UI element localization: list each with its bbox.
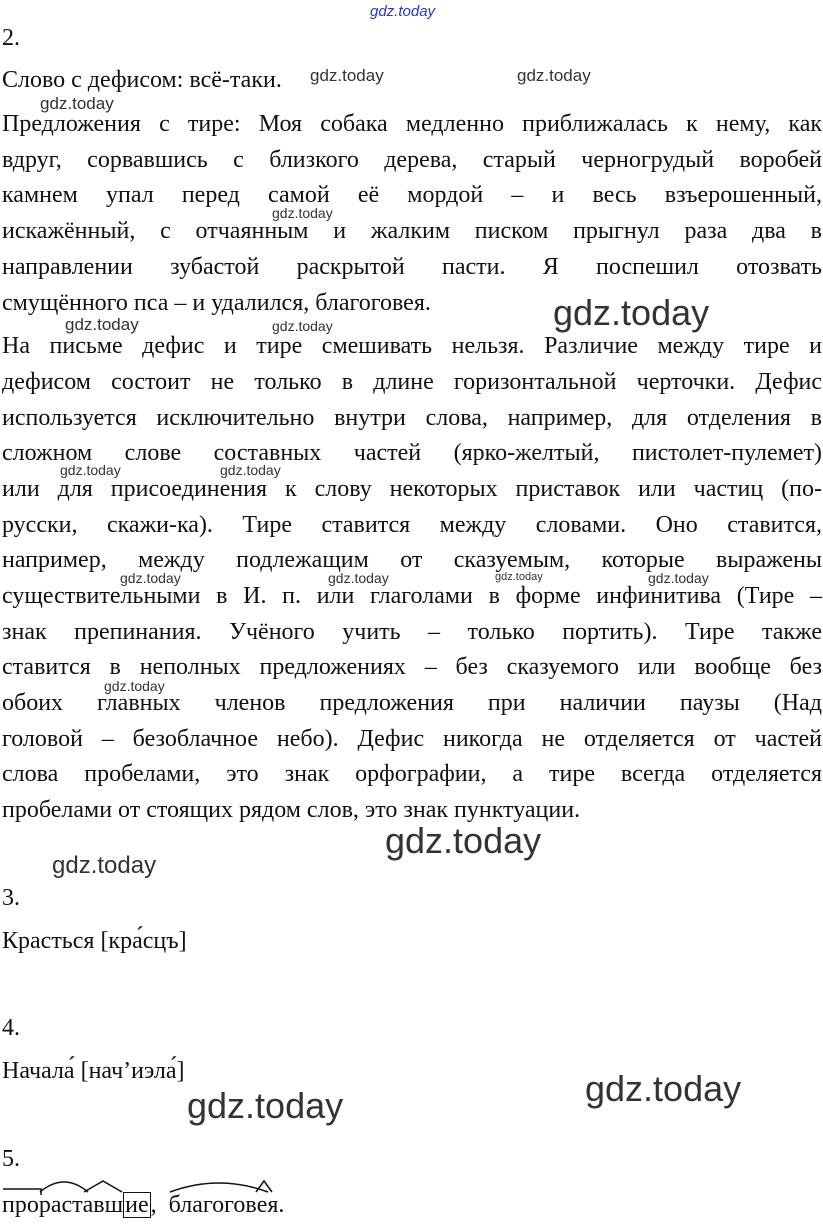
watermark: gdz.today: [40, 94, 114, 113]
watermark: gdz.today: [272, 318, 333, 334]
text-line: смущённого пса – и удалился, благоговея.: [2, 290, 431, 316]
suffix-morpheme: авш: [83, 1192, 123, 1219]
hyphen-word-line: Слово с дефисом: всё-таки.: [2, 67, 282, 93]
suffix-morpheme: е: [257, 1192, 268, 1219]
watermark: gdz.today: [65, 315, 139, 334]
watermark: gdz.today: [310, 66, 384, 85]
watermark: gdz.today: [187, 1085, 344, 1126]
task-number: 4.: [2, 1015, 20, 1041]
transcription-line: Красться [кра́сцъ]: [2, 928, 187, 954]
text-line: пробелами от стоящих рядом слов, это знак пунктуации.: [2, 797, 581, 823]
watermark: gdz.today: [272, 205, 333, 221]
text-line: русски, скажи-ка). Тире ставится между словами. Оно ставится,: [2, 512, 822, 538]
separator: ,: [150, 1192, 157, 1218]
text-line: используется исключительно внутри слова, например, для отделения в: [2, 405, 822, 431]
text-line: обоих главных членов предложения при наличии паузы (Над: [2, 690, 822, 716]
text-line: Предложения с тире: Моя собака медленно приближалась к нему, как: [2, 111, 822, 137]
root-morpheme: раст: [39, 1192, 83, 1219]
watermark-top: gdz.today: [370, 3, 436, 20]
transcription-line: Начала́ [нач’иэла́]: [2, 1058, 185, 1084]
text-line: искажённый, с отчаянным и жалким писком прыгнул раза два в: [2, 218, 822, 244]
watermark: gdz.today: [648, 570, 709, 586]
text-line: камнем упал перед самой её мордой – и весь взъерошенный,: [2, 182, 822, 208]
watermark: gdz.today: [585, 1068, 742, 1109]
text-line: сложном слове составных частей (ярко-желтый, пистолет-пулемет): [2, 440, 822, 466]
task-number: 3.: [2, 885, 20, 911]
text-line: дефисом состоит не только в длине горизонтальной черточки. Дефис: [2, 369, 822, 395]
text-line: или для присоединения к слову некоторых приставок или частиц (по-: [2, 476, 822, 502]
watermark: gdz.today: [385, 820, 542, 861]
ending-morpheme: ие: [125, 1192, 149, 1218]
watermark: gdz.today: [517, 66, 591, 85]
text-line: вдруг, сорвавшись с близкого дерева, старый черногрудый воробей: [2, 147, 822, 173]
root-arc: [39, 1178, 89, 1194]
prefix-morpheme: про: [2, 1192, 39, 1219]
prefix-mark: [2, 1188, 42, 1196]
text-line: На письме дефис и тире смешивать нельзя. Различие между тире и: [2, 333, 822, 359]
watermark: gdz.today: [104, 678, 165, 694]
ending-part: я: [267, 1192, 279, 1218]
watermark: gdz.today: [495, 571, 543, 583]
task-number: 2.: [2, 25, 20, 51]
text-line: ставится в неполных предложениях – без сказуемого или вообще без: [2, 654, 822, 680]
text-line: направлении зубастой раскрытой пасти. Я поспешил отозвать: [2, 254, 822, 280]
watermark: gdz.today: [553, 292, 710, 333]
task-number: 5.: [2, 1146, 20, 1172]
text-line: слова пробелами, это знак орфографии, а тире всегда отделяется: [2, 761, 822, 787]
watermark: gdz.today: [52, 852, 157, 879]
watermark: gdz.today: [60, 462, 121, 478]
text-line: знак препинания. Учёного учить – только портить). Тире также: [2, 619, 822, 645]
root-morpheme: благогов: [169, 1192, 257, 1219]
text-line: например, между подлежащим от сказуемым, которые выражены: [2, 547, 822, 573]
watermark: gdz.today: [220, 462, 281, 478]
watermark: gdz.today: [120, 570, 181, 586]
period: .: [278, 1192, 285, 1218]
watermark: gdz.today: [328, 570, 389, 586]
morphemic-analysis: [2, 1192, 284, 1219]
word-blagogoveya: [169, 1192, 279, 1219]
word-prorastavshie: [2, 1192, 151, 1219]
root-arc: [169, 1180, 269, 1194]
text-line: головой – безоблачное небо). Дефис никогда не отделяется от частей: [2, 726, 822, 752]
suffix-mark: [83, 1180, 123, 1194]
text-line: существительными в И. п. или глаголами в форме инфинитива (Тире –: [2, 583, 822, 609]
